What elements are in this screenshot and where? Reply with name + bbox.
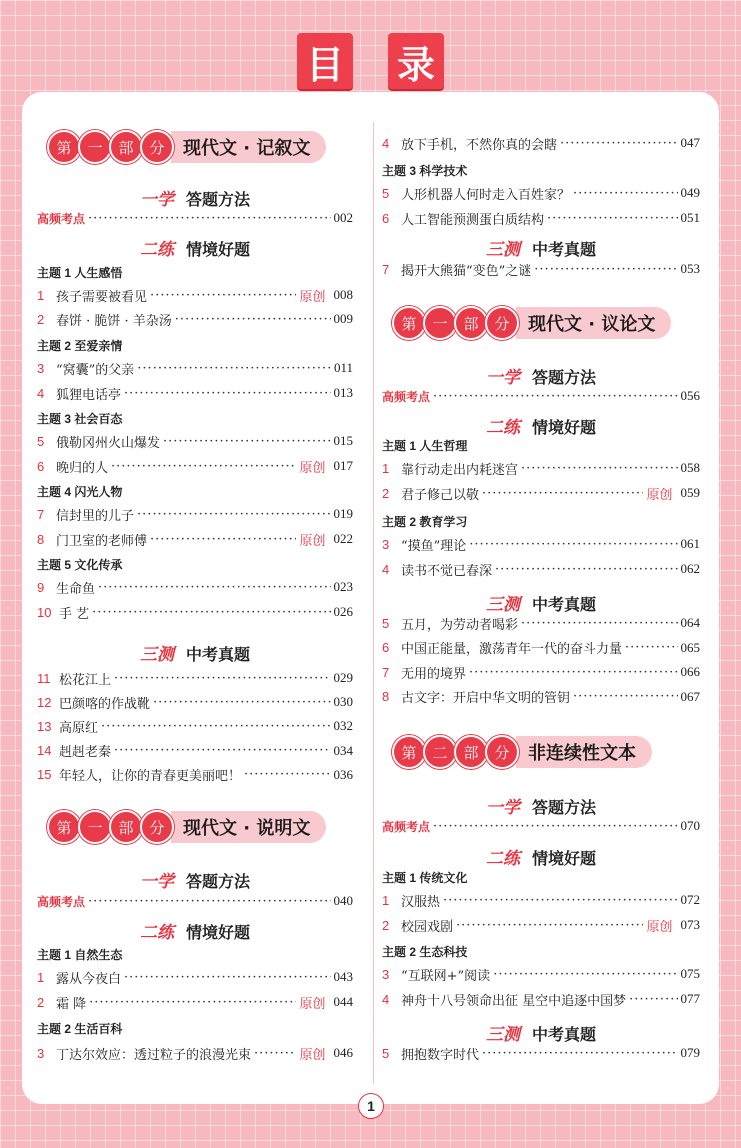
entry-title: 汉服热: [401, 894, 441, 910]
part-name: 现代文 · 记叙文: [171, 131, 326, 163]
toc-entry: [382, 686, 700, 708]
entry-number: 1: [382, 892, 390, 908]
toc-entry: [37, 740, 353, 762]
entry-number: 2: [37, 994, 45, 1010]
toc-entry: [37, 991, 353, 1013]
section-tag: 三测: [485, 240, 520, 260]
entry-title: 晚归的人: [56, 460, 109, 476]
section-heading: [382, 844, 700, 869]
entry-number: 7: [382, 261, 390, 277]
topic-heading: 主题 3 社会百态: [37, 412, 123, 426]
page-ref: 049: [680, 185, 700, 200]
toc-entry: [382, 637, 700, 659]
leader-dots: [150, 288, 296, 303]
entry-number: 4: [382, 135, 390, 151]
entry-title: 狐狸电话亭: [56, 387, 122, 403]
entry-number: 1: [382, 460, 390, 476]
section-tag: 一学: [139, 190, 174, 210]
topic-heading: 主题 2 至爱亲情: [37, 339, 123, 353]
entry-title: 霜 降: [56, 996, 87, 1012]
leader-dots: [89, 995, 296, 1010]
hot-points-label: 高频考点: [382, 389, 431, 404]
leader-dots: [153, 695, 330, 710]
leader-dots: [560, 136, 677, 151]
page-title: [0, 33, 741, 89]
leader-dots: [456, 918, 643, 933]
page-ref: 046: [333, 1045, 353, 1060]
leader-dots: [150, 532, 296, 547]
original-badge: 原创: [299, 532, 326, 548]
topic-heading: 主题 1 人生感悟: [37, 266, 123, 280]
page-ref: 011: [333, 360, 353, 375]
section-tag: 一学: [485, 798, 520, 818]
leader-dots: [547, 211, 677, 226]
leader-dots: [469, 665, 677, 680]
toc-entry: [37, 284, 353, 306]
part-name: 现代文 · 说明文: [171, 811, 326, 843]
section-heading: [382, 235, 700, 260]
hot-points-entry: [37, 207, 353, 229]
entry-number: 6: [382, 640, 390, 655]
leader-dots: [534, 262, 677, 277]
leader-dots: [114, 671, 330, 686]
entry-number: 2: [382, 485, 390, 501]
page-ref: 065: [680, 639, 700, 655]
entry-title: “互联网+”阅读: [401, 968, 491, 984]
page-ref: 029: [333, 670, 353, 685]
leader-dots: [433, 389, 677, 404]
entry-number: 2: [382, 917, 390, 933]
section-tag: 二练: [139, 240, 174, 260]
entry-number: 3: [37, 360, 45, 376]
leader-dots: [101, 719, 330, 734]
leader-dots: [98, 580, 330, 595]
entry-number: 15: [37, 767, 52, 783]
entry-title: 门卫室的老师傅: [56, 533, 148, 549]
topic-heading: 主题 1 传统文化: [382, 871, 468, 885]
section-label: 情境好题: [531, 418, 596, 437]
entry-title: 年轻人，让你的青春更美丽吧！: [59, 769, 242, 785]
toc-entry: [37, 576, 353, 598]
page-ref: 058: [680, 460, 700, 475]
leader-dots: [92, 605, 330, 620]
toc-entry: [37, 764, 353, 786]
toc-entry: [382, 207, 700, 229]
section-heading: [37, 640, 353, 665]
page-ref: 030: [333, 694, 353, 710]
entry-number: 6: [37, 458, 45, 474]
entry-number: 4: [382, 561, 390, 577]
part-circle: 第: [47, 810, 81, 844]
page-ref: 040: [333, 893, 353, 908]
section-tag: 二练: [139, 923, 174, 943]
toc-entry: [382, 988, 700, 1010]
part-circle: 一: [423, 306, 457, 340]
page-ref: 067: [680, 688, 700, 704]
toc-entry: [37, 455, 353, 477]
part-circle: 分: [485, 306, 519, 340]
toc-entry: [382, 132, 700, 154]
toc-entry: [37, 308, 353, 330]
section-tag: 一学: [139, 872, 174, 892]
toc-entry: [382, 612, 700, 634]
toc-entry: [37, 691, 353, 713]
page-ref: 056: [680, 388, 700, 403]
page-ref: 051: [680, 210, 700, 225]
entry-title: 巴颜喀的作战靴: [59, 696, 151, 712]
entry-number: 5: [37, 433, 45, 449]
page-ref: 009: [333, 311, 353, 326]
leader-dots: [175, 312, 331, 327]
entry-title: 赳赳老秦: [59, 745, 112, 761]
entry-title: “窝囊”的父亲: [56, 362, 135, 378]
entry-title: 五月，为劳动者喝彩: [401, 617, 519, 633]
original-badge: 原创: [646, 486, 673, 502]
page-ref: 022: [333, 531, 353, 546]
toc-entry: [37, 667, 353, 689]
leader-dots: [482, 1046, 677, 1061]
page-ref: 002: [333, 210, 353, 225]
section-heading: [37, 918, 353, 943]
entry-number: 13: [37, 718, 52, 734]
section-tag: 三测: [485, 1025, 520, 1045]
toc-entry: [382, 258, 700, 280]
topic-heading: 主题 1 自然生态: [37, 948, 123, 962]
toc-entry: [37, 1042, 353, 1064]
leader-dots: [495, 562, 677, 577]
leader-dots: [163, 434, 330, 449]
section-label: 答题方法: [185, 872, 250, 891]
page-ref: 079: [680, 1045, 700, 1060]
entry-title: 人形机器人何时走入百姓家？: [401, 187, 571, 203]
entry-number: 3: [382, 966, 390, 982]
entry-number: 6: [382, 210, 390, 226]
toc-entry: [382, 558, 700, 580]
topic-heading: 主题 2 教育学习: [382, 515, 468, 529]
topic-heading: 主题 4 闪光人物: [37, 485, 123, 499]
leader-dots: [111, 459, 296, 474]
entry-number: 4: [37, 385, 45, 401]
topic-heading: 主题 3 科学技术: [382, 164, 468, 178]
entry-number: 5: [382, 185, 390, 201]
entry-title: 放下手机，不然你真的会瞎: [401, 137, 558, 153]
entry-title: 俄勒冈州火山爆发: [56, 435, 161, 451]
section-label: 答题方法: [531, 368, 596, 387]
part-banner: [47, 810, 326, 844]
leader-dots: [573, 186, 677, 201]
section-heading: [37, 235, 353, 260]
leader-dots: [124, 970, 330, 985]
page-ref: 015: [333, 433, 353, 448]
page-ref: 019: [333, 506, 353, 521]
entry-title: 无用的境界: [401, 666, 467, 682]
entry-title: 神舟十八号领命出征 星空中追逐中国梦: [401, 993, 627, 1009]
entry-title: 生命鱼: [56, 581, 96, 597]
part-circle: 一: [78, 810, 112, 844]
leader-dots: [244, 767, 330, 782]
entry-title: 高原红: [59, 720, 99, 736]
leader-dots: [469, 537, 677, 552]
entry-title: 揭开大熊猫“变色”之谜: [401, 263, 532, 279]
leader-dots: [629, 992, 677, 1007]
topic-heading: 主题 1 人生哲理: [382, 439, 468, 453]
part-circle: 二: [423, 735, 457, 769]
page-ref: 064: [680, 615, 700, 630]
section-tag: 二练: [485, 418, 520, 438]
leader-dots: [114, 743, 330, 758]
entry-number: 3: [37, 1045, 45, 1061]
page-ref: 044: [333, 994, 353, 1009]
page-ref: 036: [333, 766, 353, 782]
entry-number: 8: [382, 689, 390, 704]
page-ref: 026: [333, 604, 353, 619]
page-ref: 070: [680, 818, 700, 833]
hot-points-entry: [382, 815, 700, 837]
hot-points-label: 高频考点: [382, 819, 431, 834]
page-ref: 043: [333, 969, 353, 984]
entry-number: 3: [382, 536, 390, 552]
entry-number: 9: [37, 579, 45, 595]
page-ref: 047: [680, 135, 700, 150]
entry-number: 5: [382, 1045, 390, 1061]
part-banner: [392, 735, 652, 769]
contents-sheet: [22, 92, 719, 1104]
part-circle: 一: [78, 130, 112, 164]
toc-entry: [382, 533, 700, 555]
toc-entry: [37, 966, 353, 988]
original-badge: 原创: [299, 995, 326, 1011]
page-ref: 017: [333, 458, 353, 473]
entry-number: 12: [37, 694, 52, 710]
page-ref: 077: [680, 991, 700, 1006]
section-tag: 一学: [485, 368, 520, 388]
part-circle: 部: [109, 130, 143, 164]
toc-entry: [382, 889, 700, 911]
entry-number: 7: [37, 506, 45, 522]
section-tag: 三测: [139, 645, 174, 665]
section-label: 中考真题: [185, 645, 250, 664]
toc-entry: [37, 601, 353, 623]
section-label: 情境好题: [531, 849, 596, 868]
section-heading: [37, 867, 353, 892]
toc-entry: [37, 503, 353, 525]
original-badge: 原创: [646, 918, 673, 934]
title-char-2: 录: [388, 33, 444, 89]
original-badge: 原创: [299, 288, 326, 304]
toc-entry: [382, 1042, 700, 1064]
page-ref: 023: [333, 579, 353, 594]
page-ref: 013: [333, 385, 353, 400]
section-label: 情境好题: [185, 240, 250, 259]
entry-number: 1: [37, 287, 45, 303]
entry-number: 7: [382, 664, 390, 680]
leader-dots: [88, 894, 330, 909]
part-circle: 部: [109, 810, 143, 844]
page-ref: 053: [680, 261, 700, 276]
leader-dots: [254, 1046, 296, 1061]
toc-entry: [382, 482, 700, 504]
entry-number: 2: [37, 311, 45, 327]
toc-entry: [382, 182, 700, 204]
page-ref: 008: [333, 287, 353, 302]
entry-title: 拥抱数字时代: [401, 1047, 480, 1063]
part-circle: 第: [392, 306, 426, 340]
page-ref: 032: [333, 718, 353, 734]
hot-points-entry: [382, 385, 700, 407]
part-banner: [47, 130, 326, 164]
leader-dots: [88, 211, 330, 226]
toc-entry: [382, 457, 700, 479]
entry-number: 11: [37, 670, 51, 686]
leader-dots: [573, 689, 677, 704]
leader-dots: [625, 640, 677, 655]
section-label: 中考真题: [531, 595, 596, 614]
page-ref: 034: [333, 742, 353, 758]
entry-title: 松花江上: [59, 672, 112, 688]
entry-title: 信封里的儿子: [56, 508, 135, 524]
entry-title: 露从今夜白: [56, 971, 122, 987]
part-circle: 第: [392, 735, 426, 769]
section-label: 答题方法: [185, 190, 250, 209]
page-ref: 061: [680, 536, 700, 551]
entry-title: 丁达尔效应：透过粒子的浪漫光束: [56, 1047, 252, 1063]
part-circle: 分: [140, 810, 174, 844]
page-ref: 075: [680, 966, 700, 981]
leader-dots: [482, 486, 643, 501]
section-tag: 三测: [485, 595, 520, 615]
original-badge: 原创: [299, 1046, 326, 1062]
page-ref: 062: [680, 561, 700, 576]
section-label: 答题方法: [531, 798, 596, 817]
section-label: 中考真题: [531, 240, 596, 259]
section-heading: [382, 413, 700, 438]
part-circle: 第: [47, 130, 81, 164]
toc-entry: [382, 661, 700, 683]
part-circle: 部: [454, 735, 488, 769]
page-ref: 073: [680, 917, 700, 932]
hot-points-entry: [37, 890, 353, 912]
section-tag: 二练: [485, 849, 520, 869]
hot-points-label: 高频考点: [37, 894, 86, 909]
part-banner: [392, 306, 671, 340]
toc-entry: [37, 382, 353, 404]
section-label: 情境好题: [185, 923, 250, 942]
entry-title: 古文字：开启中华文明的管钥: [401, 691, 571, 706]
toc-entry: [37, 715, 353, 737]
topic-heading: 主题 2 生活百科: [37, 1022, 123, 1036]
entry-number: 1: [37, 969, 45, 985]
entry-number: 8: [37, 531, 45, 547]
leader-dots: [137, 361, 331, 376]
page-number: 1: [358, 1093, 384, 1119]
entry-title: 中国正能量，激荡青年一代的奋斗力量: [401, 642, 623, 657]
entry-title: 春饼 · 脆饼 · 羊杂汤: [56, 313, 172, 329]
leader-dots: [433, 819, 677, 834]
toc-entry: [37, 430, 353, 452]
leader-dots: [521, 616, 677, 631]
leader-dots: [137, 507, 330, 522]
original-badge: 原创: [299, 459, 326, 475]
entry-title: 君子修己以敬: [401, 487, 480, 503]
page-ref: 059: [680, 485, 700, 500]
entry-title: 靠行动走出内耗迷宫: [401, 462, 519, 478]
entry-number: 10: [37, 604, 52, 620]
part-circle: 部: [454, 306, 488, 340]
part-name: 现代文 · 议论文: [516, 307, 671, 339]
entry-title: 人工智能预测蛋白质结构: [401, 212, 545, 228]
leader-dots: [493, 967, 677, 982]
hot-points-label: 高频考点: [37, 211, 86, 226]
part-name: 非连续性文本: [516, 736, 652, 768]
entry-title: 读书不觉已春深: [401, 563, 493, 579]
leader-dots: [443, 893, 677, 908]
entry-title: 校园戏剧: [401, 919, 454, 935]
toc-entry: [37, 528, 353, 550]
section-label: 中考真题: [531, 1025, 596, 1044]
part-circle: 分: [140, 130, 174, 164]
entry-number: 4: [382, 991, 390, 1007]
topic-heading: 主题 5 文化传承: [37, 558, 123, 572]
entry-number: 14: [37, 743, 52, 759]
page-ref: 066: [680, 664, 700, 679]
page-ref: 072: [680, 892, 700, 907]
topic-heading: 主题 2 生态科技: [382, 945, 468, 959]
toc-entry: [37, 357, 353, 379]
leader-dots: [124, 386, 330, 401]
entry-number: 5: [382, 615, 390, 631]
entry-title: 孩子需要被看见: [56, 289, 148, 305]
entry-title: 手 艺: [59, 606, 90, 622]
toc-entry: [382, 914, 700, 936]
part-circle: 分: [485, 735, 519, 769]
title-char-1: 目: [297, 33, 353, 89]
entry-title: “摸鱼”理论: [401, 538, 467, 554]
toc-entry: [382, 963, 700, 985]
leader-dots: [521, 461, 677, 476]
